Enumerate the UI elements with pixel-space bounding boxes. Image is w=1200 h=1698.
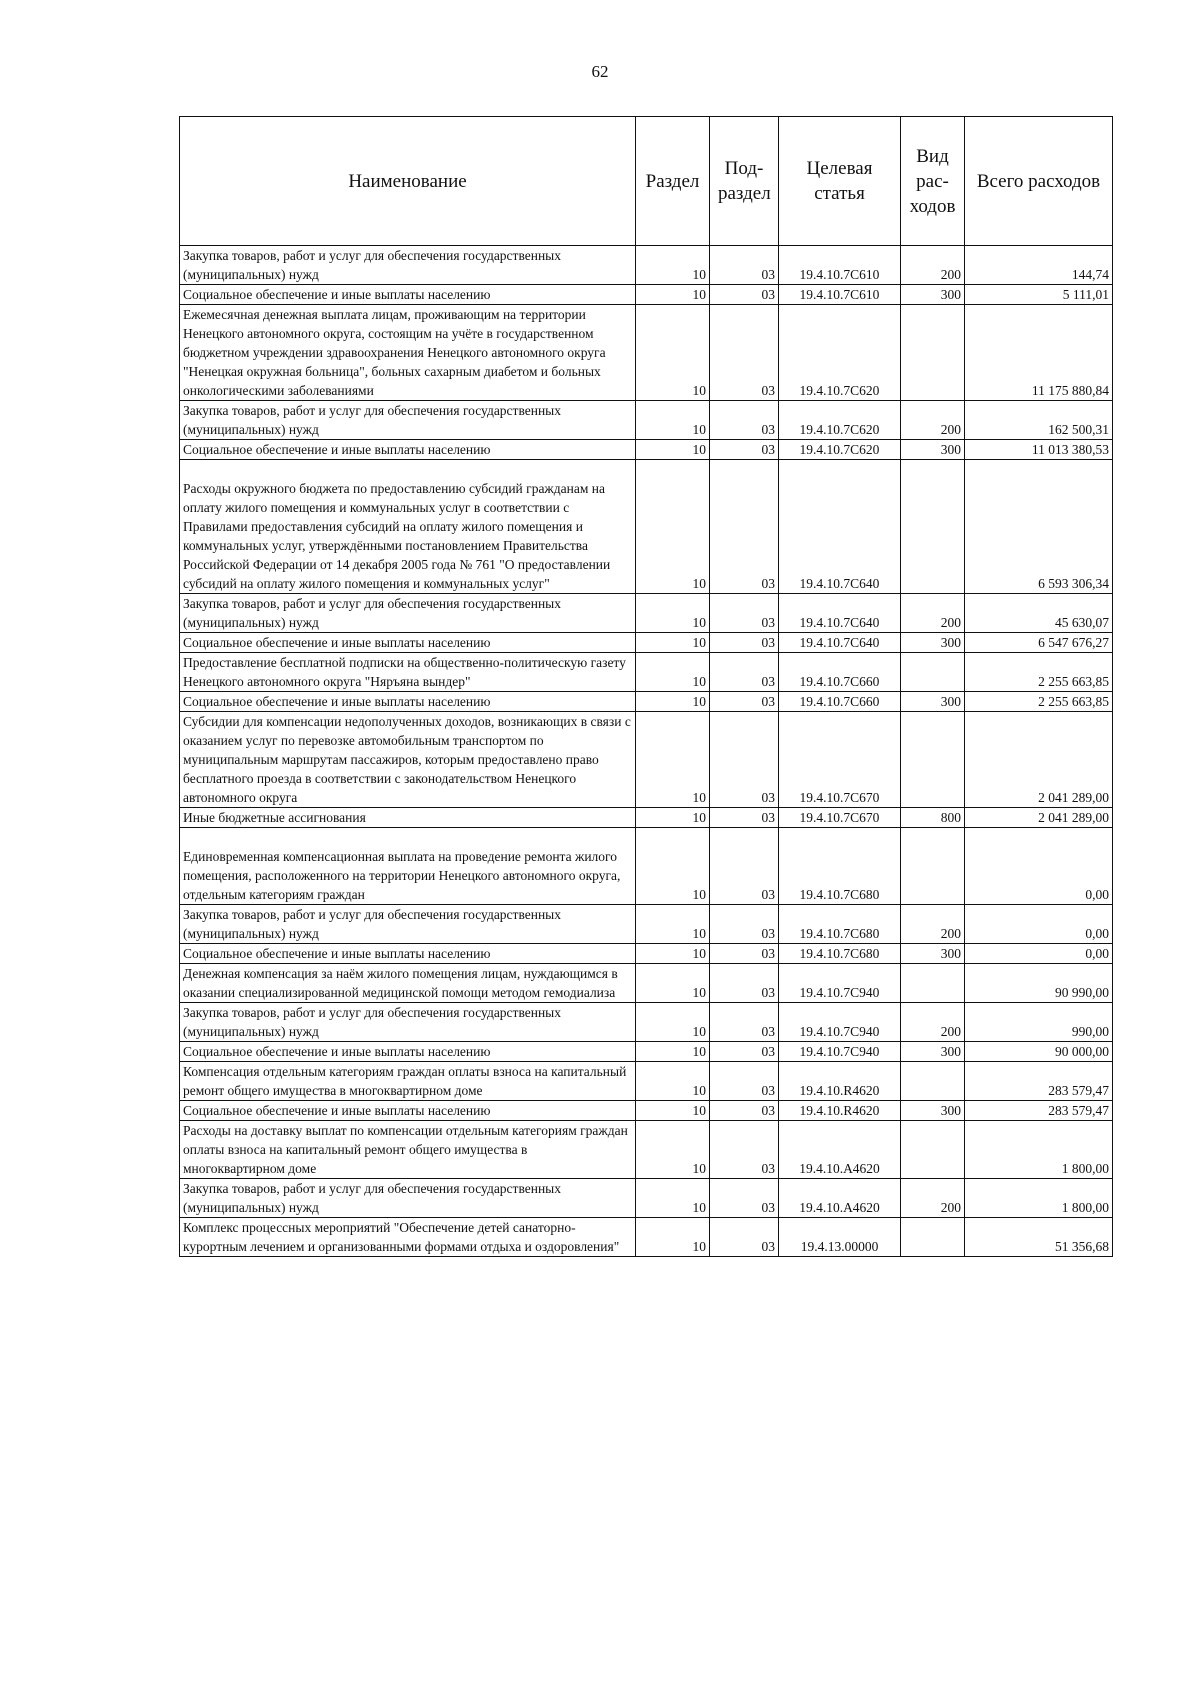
cell-name: Расходы на доставку выплат по компенсации отдельным категориям граждан оплаты взноса на капитальный ремонт общего имущества в многоквартирном доме — [180, 1121, 636, 1179]
cell-podrazdel: 03 — [710, 633, 779, 653]
cell-podrazdel: 03 — [710, 246, 779, 285]
table-row — [180, 460, 1113, 594]
cell-name: Компенсация отдельным категориям граждан оплаты взноса на капитальный ремонт общего имущества в многоквартирном доме — [180, 1062, 636, 1101]
cell-total: 1 800,00 — [965, 1121, 1113, 1179]
cell-vid: 200 — [901, 1179, 965, 1218]
cell-podrazdel: 03 — [710, 1003, 779, 1042]
cell-podrazdel: 03 — [710, 905, 779, 944]
cell-podrazdel: 03 — [710, 808, 779, 828]
cell-name: Предоставление бесплатной подписки на общественно-политическую газету Ненецкого автономного округа "Няръяна вындер" — [180, 653, 636, 692]
cell-total: 162 500,31 — [965, 401, 1113, 440]
cell-total: 6 593 306,34 — [965, 460, 1113, 594]
cell-name: Расходы окружного бюджета по предоставлению субсидий гражданам на оплату жилого помещения и коммунальных услуг в соответствии с Правилами предоставления субсидий на оплату жилого помещения и коммунальных услуг, утверждёнными постановлением Правительства Российской Федерации от 14 декабря 2005 года № 761 "О предоставлении субсидий на оплату жилого помещения и коммунальных услуг" — [180, 460, 636, 594]
cell-celevaya: 19.4.10.7С680 — [779, 905, 901, 944]
cell-celevaya: 19.4.10.7С670 — [779, 808, 901, 828]
cell-name: Закупка товаров, работ и услуг для обеспечения государственных (муниципальных) нужд — [180, 1179, 636, 1218]
cell-razdel: 10 — [636, 460, 710, 594]
cell-vid: 300 — [901, 692, 965, 712]
cell-podrazdel: 03 — [710, 653, 779, 692]
cell-name: Единовременная компенсационная выплата на проведение ремонта жилого помещения, расположенного на территории Ненецкого автономного округа, отдельным категориям граждан — [180, 828, 636, 905]
cell-podrazdel: 03 — [710, 1218, 779, 1257]
table-row — [180, 828, 1113, 905]
cell-razdel: 10 — [636, 1101, 710, 1121]
cell-razdel: 10 — [636, 944, 710, 964]
cell-celevaya: 19.4.10.7С660 — [779, 653, 901, 692]
table-row — [180, 964, 1113, 1003]
cell-total: 11 175 880,84 — [965, 305, 1113, 401]
cell-celevaya: 19.4.10.7С680 — [779, 828, 901, 905]
cell-razdel: 10 — [636, 1062, 710, 1101]
table-row — [180, 1179, 1113, 1218]
cell-podrazdel: 03 — [710, 285, 779, 305]
cell-podrazdel: 03 — [710, 440, 779, 460]
cell-vid — [901, 653, 965, 692]
cell-vid: 200 — [901, 905, 965, 944]
cell-celevaya: 19.4.10.7С640 — [779, 594, 901, 633]
table-row — [180, 1218, 1113, 1257]
cell-celevaya: 19.4.10.7С680 — [779, 944, 901, 964]
cell-vid: 200 — [901, 246, 965, 285]
table-row — [180, 594, 1113, 633]
table-row — [180, 1121, 1113, 1179]
cell-razdel: 10 — [636, 594, 710, 633]
cell-name: Социальное обеспечение и иные выплаты населению — [180, 1101, 636, 1121]
cell-razdel: 10 — [636, 1179, 710, 1218]
cell-podrazdel: 03 — [710, 944, 779, 964]
cell-vid: 300 — [901, 944, 965, 964]
cell-total: 90 990,00 — [965, 964, 1113, 1003]
cell-name: Ежемесячная денежная выплата лицам, проживающим на территории Ненецкого автономного округа, состоящим на учёте в государственном бюджетном учреждении здравоохранения Ненецкого автономного округа "Ненецкая окружная больница", больных сахарным диабетом и больных онкологическими заболеваниями — [180, 305, 636, 401]
table-row — [180, 285, 1113, 305]
cell-razdel: 10 — [636, 633, 710, 653]
table-row — [180, 712, 1113, 808]
cell-name: Социальное обеспечение и иные выплаты населению — [180, 1042, 636, 1062]
cell-razdel: 10 — [636, 828, 710, 905]
cell-name: Закупка товаров, работ и услуг для обеспечения государственных (муниципальных) нужд — [180, 401, 636, 440]
cell-podrazdel: 03 — [710, 692, 779, 712]
cell-name: Закупка товаров, работ и услуг для обеспечения государственных (муниципальных) нужд — [180, 246, 636, 285]
cell-razdel: 10 — [636, 246, 710, 285]
table-header-row — [180, 117, 1113, 246]
cell-name: Закупка товаров, работ и услуг для обеспечения государственных (муниципальных) нужд — [180, 905, 636, 944]
table-row — [180, 905, 1113, 944]
table-row — [180, 401, 1113, 440]
cell-razdel: 10 — [636, 401, 710, 440]
table-row — [180, 1042, 1113, 1062]
cell-name: Социальное обеспечение и иные выплаты населению — [180, 944, 636, 964]
cell-total: 11 013 380,53 — [965, 440, 1113, 460]
table-row — [180, 633, 1113, 653]
cell-vid: 200 — [901, 401, 965, 440]
header-name: Наименование — [180, 117, 636, 246]
cell-razdel: 10 — [636, 964, 710, 1003]
cell-vid: 300 — [901, 285, 965, 305]
cell-vid — [901, 460, 965, 594]
cell-vid: 300 — [901, 1042, 965, 1062]
cell-celevaya: 19.4.10.7С620 — [779, 440, 901, 460]
cell-vid: 800 — [901, 808, 965, 828]
cell-vid: 200 — [901, 594, 965, 633]
cell-razdel: 10 — [636, 808, 710, 828]
cell-vid: 300 — [901, 633, 965, 653]
cell-celevaya: 19.4.10.R4620 — [779, 1062, 901, 1101]
cell-podrazdel: 03 — [710, 1062, 779, 1101]
cell-total: 283 579,47 — [965, 1101, 1113, 1121]
cell-razdel: 10 — [636, 1003, 710, 1042]
table-row — [180, 808, 1113, 828]
cell-total: 45 630,07 — [965, 594, 1113, 633]
cell-vid — [901, 1218, 965, 1257]
cell-total: 2 255 663,85 — [965, 653, 1113, 692]
cell-razdel: 10 — [636, 1042, 710, 1062]
cell-vid — [901, 964, 965, 1003]
header-razdel: Раздел — [636, 117, 710, 246]
cell-razdel: 10 — [636, 305, 710, 401]
page-number: 62 — [591, 62, 609, 81]
table-row — [180, 692, 1113, 712]
budget-table — [179, 116, 1113, 1257]
cell-vid: 200 — [901, 1003, 965, 1042]
table-row — [180, 1062, 1113, 1101]
cell-podrazdel: 03 — [710, 1179, 779, 1218]
cell-celevaya: 19.4.10.7С940 — [779, 1042, 901, 1062]
table-row — [180, 246, 1113, 285]
cell-total: 283 579,47 — [965, 1062, 1113, 1101]
cell-razdel: 10 — [636, 905, 710, 944]
cell-total: 5 111,01 — [965, 285, 1113, 305]
table-row — [180, 944, 1113, 964]
cell-name: Социальное обеспечение и иные выплаты населению — [180, 440, 636, 460]
cell-celevaya: 19.4.10.R4620 — [779, 1101, 901, 1121]
cell-name: Закупка товаров, работ и услуг для обеспечения государственных (муниципальных) нужд — [180, 594, 636, 633]
cell-podrazdel: 03 — [710, 460, 779, 594]
cell-total: 0,00 — [965, 905, 1113, 944]
cell-total: 6 547 676,27 — [965, 633, 1113, 653]
cell-name: Социальное обеспечение и иные выплаты населению — [180, 692, 636, 712]
cell-total: 2 255 663,85 — [965, 692, 1113, 712]
cell-podrazdel: 03 — [710, 401, 779, 440]
cell-razdel: 10 — [636, 1121, 710, 1179]
cell-celevaya: 19.4.10.7С620 — [779, 305, 901, 401]
cell-podrazdel: 03 — [710, 712, 779, 808]
table-row — [180, 1003, 1113, 1042]
cell-podrazdel: 03 — [710, 305, 779, 401]
cell-total: 2 041 289,00 — [965, 712, 1113, 808]
cell-vid — [901, 828, 965, 905]
cell-name: Денежная компенсация за наём жилого помещения лицам, нуждающимся в оказании специализированной медицинской помощи методом гемодиализа — [180, 964, 636, 1003]
cell-vid — [901, 1062, 965, 1101]
cell-razdel: 10 — [636, 1218, 710, 1257]
table-body — [180, 246, 1113, 1257]
cell-name: Субсидии для компенсации недополученных доходов, возникающих в связи с оказанием услуг по перевозке автомобильным транспортом по муниципальным маршрутам пассажиров, которым предоставлено право бесплатного проезда в соответствии с законодательством Ненецкого автономного округа — [180, 712, 636, 808]
cell-name: Закупка товаров, работ и услуг для обеспечения государственных (муниципальных) нужд — [180, 1003, 636, 1042]
cell-total: 0,00 — [965, 828, 1113, 905]
table-row — [180, 305, 1113, 401]
table-row — [180, 440, 1113, 460]
cell-celevaya: 19.4.10.7С610 — [779, 285, 901, 305]
cell-total: 1 800,00 — [965, 1179, 1113, 1218]
cell-total: 144,74 — [965, 246, 1113, 285]
cell-razdel: 10 — [636, 692, 710, 712]
cell-total: 90 000,00 — [965, 1042, 1113, 1062]
cell-name: Социальное обеспечение и иные выплаты населению — [180, 633, 636, 653]
header-podrazdel: Под-раздел — [710, 117, 779, 246]
cell-total: 0,00 — [965, 944, 1113, 964]
cell-celevaya: 19.4.10.А4620 — [779, 1121, 901, 1179]
cell-razdel: 10 — [636, 440, 710, 460]
cell-total: 51 356,68 — [965, 1218, 1113, 1257]
cell-name: Комплекс процессных мероприятий "Обеспечение детей санаторно-курортным лечением и организованными формами отдыха и оздоровления" — [180, 1218, 636, 1257]
cell-podrazdel: 03 — [710, 1101, 779, 1121]
cell-vid — [901, 1121, 965, 1179]
header-total: Всего расходов — [965, 117, 1113, 246]
cell-celevaya: 19.4.10.7С640 — [779, 460, 901, 594]
cell-celevaya: 19.4.10.7С660 — [779, 692, 901, 712]
cell-celevaya: 19.4.10.7С670 — [779, 712, 901, 808]
cell-celevaya: 19.4.10.7С620 — [779, 401, 901, 440]
header-celevaya: Целевая статья — [779, 117, 901, 246]
cell-vid — [901, 712, 965, 808]
table-row — [180, 653, 1113, 692]
cell-podrazdel: 03 — [710, 964, 779, 1003]
cell-celevaya: 19.4.10.7С610 — [779, 246, 901, 285]
cell-podrazdel: 03 — [710, 828, 779, 905]
cell-name: Иные бюджетные ассигнования — [180, 808, 636, 828]
cell-celevaya: 19.4.10.7С940 — [779, 1003, 901, 1042]
cell-vid: 300 — [901, 1101, 965, 1121]
cell-celevaya: 19.4.10.7С940 — [779, 964, 901, 1003]
cell-celevaya: 19.4.13.00000 — [779, 1218, 901, 1257]
cell-razdel: 10 — [636, 653, 710, 692]
cell-razdel: 10 — [636, 712, 710, 808]
cell-celevaya: 19.4.10.А4620 — [779, 1179, 901, 1218]
cell-celevaya: 19.4.10.7С640 — [779, 633, 901, 653]
cell-name: Социальное обеспечение и иные выплаты населению — [180, 285, 636, 305]
cell-total: 990,00 — [965, 1003, 1113, 1042]
cell-podrazdel: 03 — [710, 1042, 779, 1062]
cell-total: 2 041 289,00 — [965, 808, 1113, 828]
cell-podrazdel: 03 — [710, 594, 779, 633]
cell-razdel: 10 — [636, 285, 710, 305]
cell-vid: 300 — [901, 440, 965, 460]
cell-podrazdel: 03 — [710, 1121, 779, 1179]
cell-vid — [901, 305, 965, 401]
header-vid: Вид рас-ходов — [901, 117, 965, 246]
table-row — [180, 1101, 1113, 1121]
